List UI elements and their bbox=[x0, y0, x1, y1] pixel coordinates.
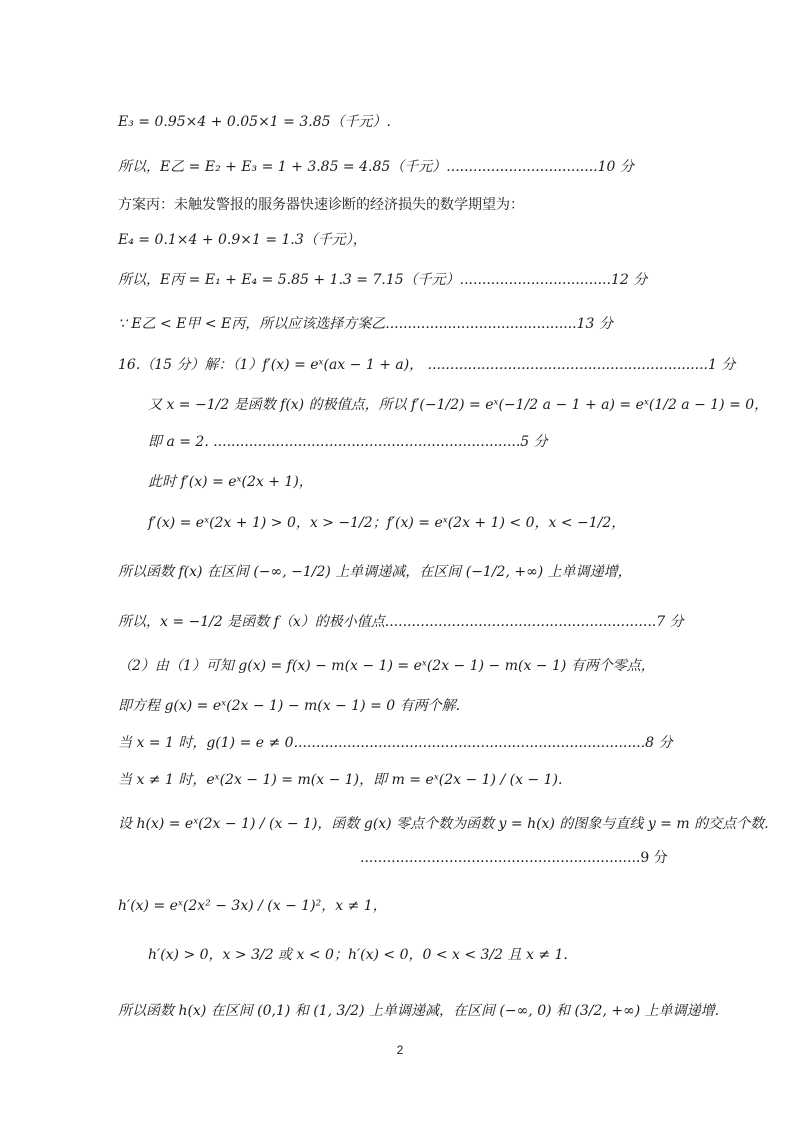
a-value: 即 a = 2. .....................................................................5 分 bbox=[148, 434, 548, 450]
define-h: 设 h(x) = eˣ(2x − 1) / (x − 1)，函数 g(x) 零点个数为函数 y = h(x) 的图象与直线 y = m 的交点个数. bbox=[118, 816, 769, 832]
equation-two-solutions: 即方程 g(x) = eˣ(2x − 1) − m(x − 1) = 0 有两个解. bbox=[118, 698, 461, 714]
text-line-part2-g bbox=[118, 656, 655, 676]
h-sign-analysis: h′(x) > 0，x > 3/2 或 x < 0；h′(x) < 0，0 < x < 3/2 且 x ≠ 1. bbox=[148, 947, 568, 963]
text-line-x-not-1 bbox=[118, 770, 650, 790]
plan-bing-heading: 方案丙：未触发警报的服务器快速诊断的经济损失的数学期望为： bbox=[118, 197, 524, 213]
text-line-e-yi bbox=[118, 157, 650, 177]
monotonicity-h: 所以函数 h(x) 在区间 (0,1) 和 (1, 3/2) 上单调递减，在区间 (−∞, 0) 和 (3/2, +∞) 上单调递增. bbox=[118, 1003, 720, 1019]
case-x-not-1: 当 x ≠ 1 时，eˣ(2x − 1) = m(x − 1)，即 m = eˣ(2x − 1) / (x − 1). bbox=[118, 772, 563, 788]
text-line-monotonicity-f bbox=[118, 562, 650, 582]
text-line-e-bing bbox=[118, 270, 650, 290]
extreme-point-condition: 又 x = −1/2 是函数 f(x) 的极值点，所以 f′(−1/2) = eˣ(−1/2 a − 1 + a) = eˣ(1/2 a − 1) = 0， bbox=[148, 397, 769, 413]
text-line-h-sign bbox=[148, 945, 650, 965]
text-line-derivative-now bbox=[148, 472, 650, 492]
text-line-equation-two-solutions bbox=[118, 696, 650, 716]
monotonicity-f: 所以函数 f(x) 在区间 (−∞, −1/2) 上单调递减，在区间 (−1/2, +∞) 上单调递增， bbox=[118, 564, 632, 580]
page-number: 2 bbox=[396, 1043, 404, 1057]
text-line-conclusion-15 bbox=[118, 314, 650, 334]
text-line-define-h bbox=[118, 814, 769, 834]
text-line-e3 bbox=[118, 112, 650, 132]
text-line-q16-part1 bbox=[118, 355, 736, 375]
text-line-score-9 bbox=[360, 848, 668, 868]
text-line-extreme-point bbox=[148, 395, 769, 415]
text-line-x-equals-1 bbox=[118, 733, 673, 753]
text-line-monotonicity-h bbox=[118, 1001, 720, 1021]
q16-derivative: 16.（15 分）解：（1）f′(x) = eˣ(ax − 1 + a)， ...............................................................1 分 bbox=[118, 357, 736, 373]
text-line-a-equals-2 bbox=[148, 432, 650, 452]
text-line-h-derivative bbox=[118, 896, 650, 916]
text-line-plan-bing bbox=[118, 195, 650, 215]
sign-analysis: f′(x) = eˣ(2x + 1) > 0，x > −1/2；f′(x) = eˣ(2x + 1) < 0，x < −1/2， bbox=[148, 515, 626, 531]
formula-e-bing: 所以，E丙 = E₁ + E₄ = 5.85 + 1.3 = 7.15（千元）..................................12 分 bbox=[118, 272, 648, 288]
h-derivative: h′(x) = eˣ(2x² − 3x) / (x − 1)²，x ≠ 1， bbox=[118, 898, 387, 914]
text-line-e4 bbox=[118, 230, 650, 250]
text-line-sign-analysis bbox=[148, 513, 650, 533]
minimum-point: 所以，x = −1/2 是函数 f（x）的极小值点.............................................................7 分 bbox=[118, 614, 684, 630]
conclusion-15: ∵ E乙 < E甲 < E丙，所以应该选择方案乙...........................................13 分 bbox=[118, 316, 613, 332]
derivative-now: 此时 f′(x) = eˣ(2x + 1)， bbox=[148, 474, 313, 490]
text-line-minimum-point bbox=[118, 612, 684, 632]
formula-e4: E₄ = 0.1×4 + 0.9×1 = 1.3（千元）， bbox=[118, 232, 367, 248]
formula-e3: E₃ = 0.95×4 + 0.05×1 = 3.85（千元）. bbox=[118, 114, 391, 130]
formula-e-yi: 所以，E乙 = E₂ + E₃ = 1 + 3.85 = 4.85（千元）..................................10 分 bbox=[118, 159, 634, 175]
part2-g-definition: （2）由（1）可知 g(x) = f(x) − m(x − 1) = eˣ(2x − 1) − m(x − 1) 有两个零点， bbox=[118, 658, 655, 674]
score-9: ...............................................................9 分 bbox=[360, 850, 668, 866]
case-x-equals-1: 当 x = 1 时，g(1) = e ≠ 0...............................................................................8 分 bbox=[118, 735, 673, 751]
